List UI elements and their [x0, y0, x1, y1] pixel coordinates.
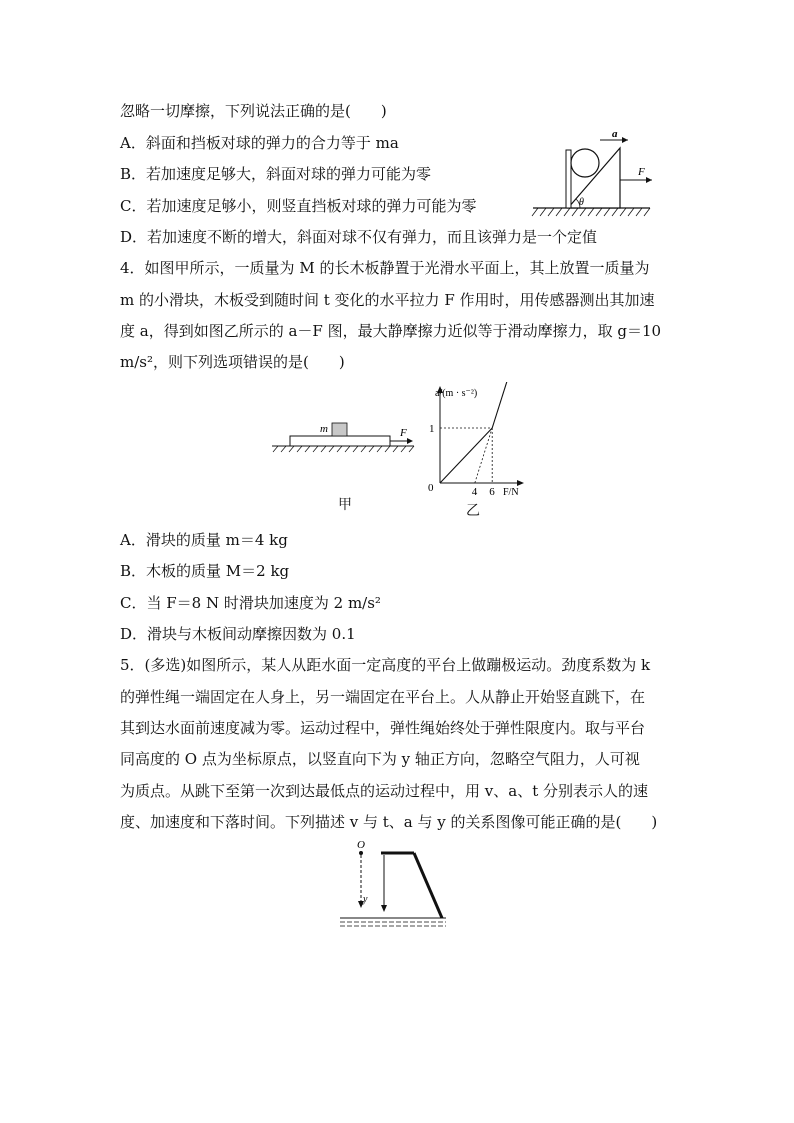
series-line-0 — [440, 428, 492, 483]
q3-option-c: C．若加速度足够小，则竖直挡板对球的弹力可能为零 — [120, 197, 477, 215]
q3-option-a: A．斜面和挡板对球的弹力的合力等于 ma — [120, 134, 399, 152]
series-line-1 — [492, 382, 513, 428]
block-mass-label: m — [320, 423, 328, 435]
q4-option-a: A．滑块的质量 m＝4 kg — [120, 531, 288, 549]
figure-jia-caption: 甲 — [338, 497, 352, 513]
q4-option-d: D．滑块与木板间动摩擦因数为 0.1 — [120, 625, 356, 643]
q5-line-3: 其到达水面前速度减为零。运动过程中，弹性绳始终处于弹性限度内。取与平台 — [120, 719, 646, 737]
x-axis-arrow — [517, 480, 524, 486]
q4-line-3: 度 a，得到如图乙所示的 a－F 图，最大静摩擦力近似等于滑动摩擦力，取 g＝10 — [120, 322, 662, 340]
y-axis-label: y — [363, 894, 368, 905]
x-tick-label-1: 6 — [489, 486, 495, 497]
x-axis-title: F/N — [503, 487, 519, 497]
q5-line-2: 的弹性绳一端固定在人身上，另一端固定在平台上。人从静止开始竖直跳下，在 — [120, 688, 646, 706]
q4-option-b: B．木板的质量 M＝2 kg — [120, 562, 290, 580]
figure-yi-caption: 乙 — [466, 503, 480, 519]
q3-stem: 忽略一切摩擦，下列说法正确的是( ) — [120, 102, 387, 120]
q5-line-6: 度、加速度和下落时间。下列描述 v 与 t、a 与 y 的关系图像可能正确的是( ) — [120, 813, 658, 831]
x-tick-label-0: 4 — [471, 486, 478, 497]
q5-line-1: 5．(多选)如图所示，某人从距水面一定高度的平台上做蹦极运动。劲度系数为 k — [120, 656, 651, 674]
accel-label: a — [612, 128, 618, 140]
y-tick-label: 1 — [429, 423, 435, 435]
y-axis-title: a/(m · s⁻²) — [435, 388, 478, 399]
q4-option-c: C．当 F＝8 N 时滑块加速度为 2 m/s² — [120, 594, 381, 612]
q5-line-5: 为质点。从跳下至第一次到达最低点的运动过程中，用 v、a、t 分别表示人的速 — [120, 782, 648, 800]
origin-tick-label: 0 — [428, 482, 434, 494]
q5-line-4: 同高度的 O 点为坐标原点，以竖直向下为 y 轴正方向，忽略空气阻力，人可视 — [120, 750, 640, 768]
force-label: F — [638, 166, 645, 178]
guide-slant — [475, 428, 492, 483]
theta-label: θ — [579, 197, 584, 208]
q3-option-b: B．若加速度足够大，斜面对球的弹力可能为零 — [120, 165, 432, 183]
q4-board-figure — [268, 412, 418, 457]
q4-line-1: 4．如图甲所示，一质量为 M 的长木板静置于光滑水平面上，其上放置一质量为 — [120, 259, 650, 277]
q3-option-d: D．若加速度不断的增大，斜面对球不仅有弹力，而且该弹力是一个定值 — [120, 228, 598, 246]
q3-incline-figure — [528, 128, 658, 218]
q4-line-4: m/s²，则下列选项错误的是( ) — [120, 353, 345, 371]
q4-line-2: m 的小滑块，木板受到随时间 t 变化的水平拉力 F 作用时，用传感器测出其加速 — [120, 291, 655, 309]
board-force-label: F — [400, 427, 407, 439]
q5-bungee-figure — [336, 836, 454, 932]
origin-label: O — [357, 839, 365, 851]
q4-aF-graph — [428, 382, 538, 497]
